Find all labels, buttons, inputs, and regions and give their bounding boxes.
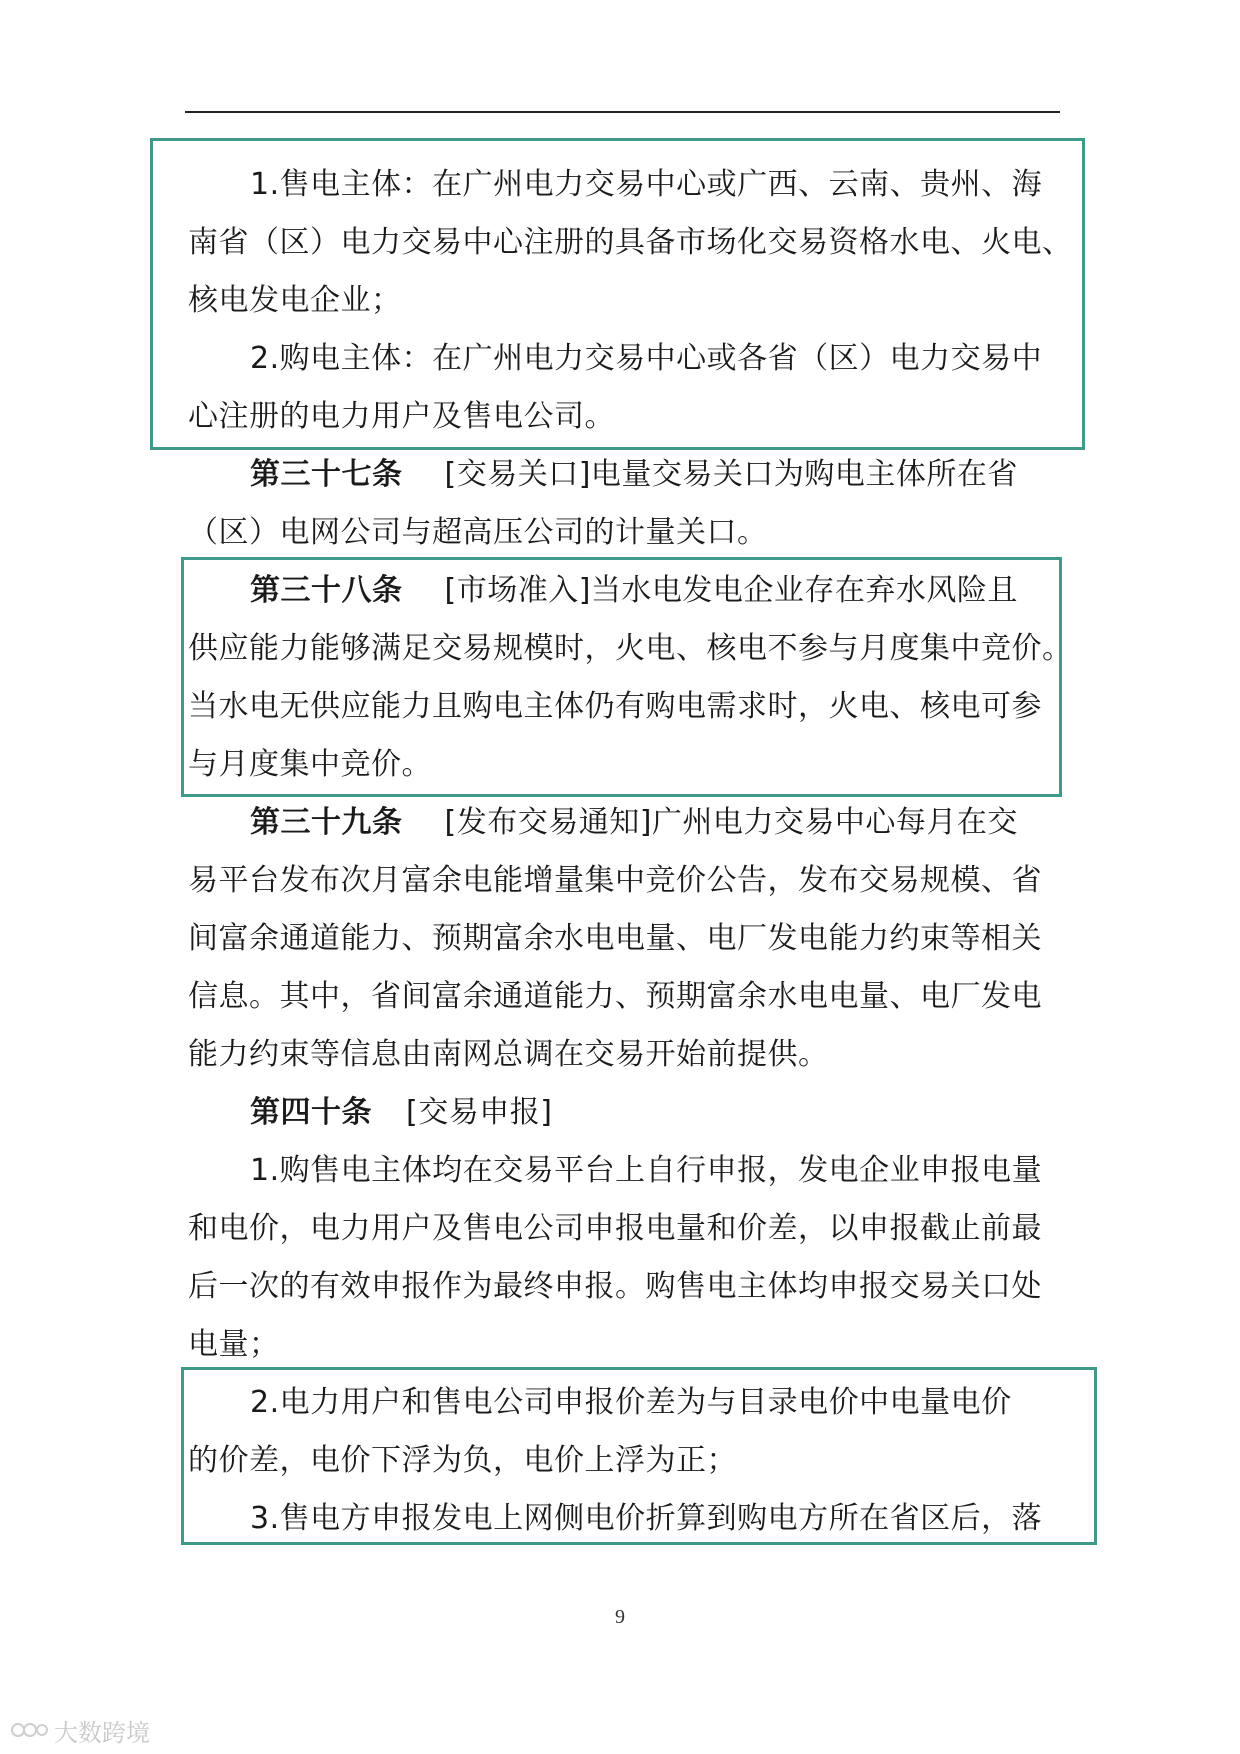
article-38: [250, 562, 1058, 620]
article-39: [250, 794, 1058, 852]
text-line: 1.售电主体：在广州电力交易中心或广西、云南、贵州、海: [250, 167, 1043, 202]
article-40: [250, 1084, 1058, 1142]
article-39-title: 第三十九条: [250, 805, 403, 840]
text-line: 后一次的有效申报作为最终申报。购售电主体均申报交易关口处: [188, 1269, 1042, 1304]
article-37: [250, 446, 1058, 504]
text-line: 能力约束等信息由南网总调在交易开始前提供。: [188, 1037, 829, 1072]
text-line: 的价差，电价下浮为负，电价上浮为正；: [188, 1443, 737, 1478]
article-40-title: 第四十条: [250, 1095, 372, 1130]
text-line: 易平台发布次月富余电能增量集中竞价公告，发布交易规模、省: [188, 863, 1042, 898]
watermark-logo-icon: [10, 1718, 48, 1748]
article-38-text: [市场准入]当水电发电企业存在弃水风险且: [444, 573, 1018, 608]
article-37-text: [交易关口]电量交易关口为购电主体所在省: [444, 457, 1018, 492]
header-rule: [185, 111, 1060, 113]
article-39-text: [发布交易通知]广州电力交易中心每月在交: [444, 805, 1018, 840]
text-line: 2.电力用户和售电公司申报价差为与目录电价中电量电价: [250, 1385, 1012, 1420]
article-38-title: 第三十八条: [250, 573, 403, 608]
text-line: 间富余通道能力、预期富余水电电量、电厂发电能力约束等相关: [188, 921, 1042, 956]
text-line: 信息。其中，省间富余通道能力、预期富余水电电量、电厂发电: [188, 979, 1042, 1014]
text-line: 心注册的电力用户及售电公司。: [188, 399, 615, 434]
article-37-title: 第三十七条: [250, 457, 403, 492]
text-line: 电量；: [188, 1327, 280, 1362]
text-line: 3.售电方申报发电上网侧电价折算到购电方所在省区后，落: [250, 1501, 1043, 1536]
text-line: 1.购售电主体均在交易平台上自行申报，发电企业申报电量: [250, 1153, 1043, 1188]
watermark-text: 大数跨境: [54, 1719, 150, 1747]
text-line: 和电价，电力用户及售电公司申报电量和价差，以申报截止前最: [188, 1211, 1042, 1246]
text-line: 与月度集中竞价。: [188, 747, 432, 782]
text-line: 供应能力能够满足交易规模时，火电、核电不参与月度集中竞价。: [188, 631, 1073, 666]
text-line: 核电发电企业；: [188, 283, 402, 318]
text-line: 2.购电主体：在广州电力交易中心或各省（区）电力交易中: [250, 341, 1043, 376]
text-line: 南省（区）电力交易中心注册的具备市场化交易资格水电、火电、: [188, 225, 1073, 260]
article-40-text: [交易申报]: [406, 1095, 553, 1130]
page-number: 9: [615, 1606, 625, 1628]
text-line: 当水电无供应能力且购电主体仍有购电需求时，火电、核电可参: [188, 689, 1042, 724]
text-line: （区）电网公司与超高压公司的计量关口。: [188, 515, 768, 550]
watermark: [10, 1718, 150, 1748]
